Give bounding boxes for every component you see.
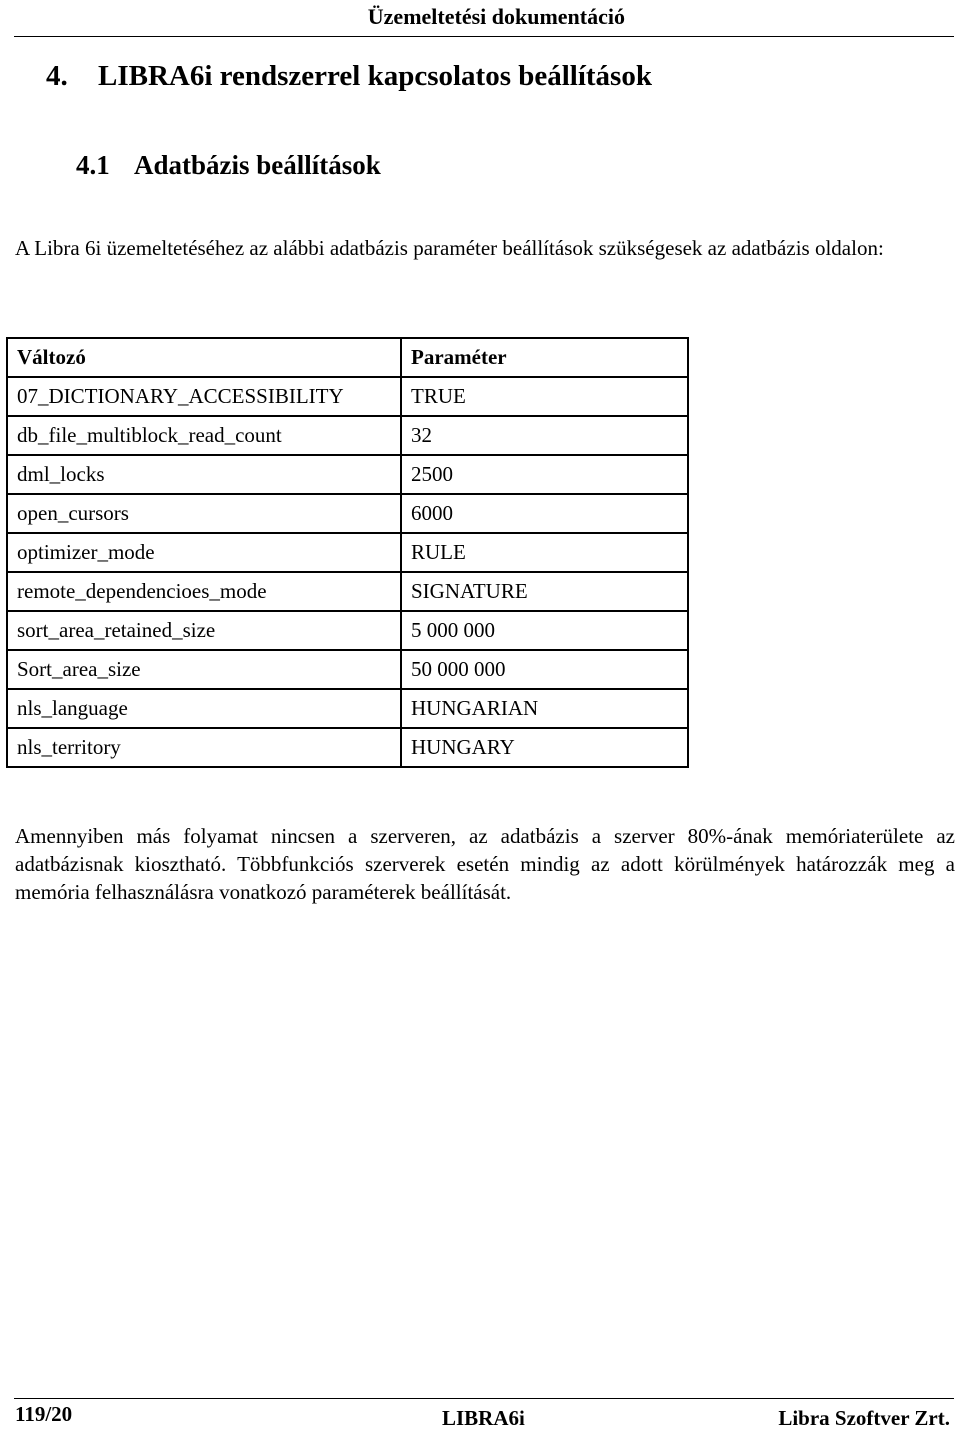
footer-page-number: 119/20 — [15, 1402, 73, 1426]
table-row — [7, 377, 688, 416]
cell-variable: remote_dependencioes_mode — [7, 572, 401, 611]
cell-variable: Sort_area_size — [7, 650, 401, 689]
section-number: 4.1 — [76, 150, 110, 180]
table-row — [7, 572, 688, 611]
table-row — [7, 728, 688, 767]
footer-company: Libra Szoftver Zrt. — [778, 1406, 950, 1430]
cell-parameter: 2500 — [401, 455, 688, 494]
table-row — [7, 533, 688, 572]
header-rule — [14, 36, 954, 37]
memory-paragraph: Amennyiben más folyamat nincsen a szerveren, az adatbázis a szerver 80%-ának memóriaterülete az adatbázisnak kiosztható. Többfunkciós szerverek esetén mindig az adott körülmények határozzák meg a memória felhasználásra vonatkozó paraméterek beállítását. — [15, 824, 955, 904]
cell-variable: db_file_multiblock_read_count — [7, 416, 401, 455]
cell-variable: dml_locks — [7, 455, 401, 494]
cell-parameter: 5 000 000 — [401, 611, 688, 650]
cell-variable: 07_DICTIONARY_ACCESSIBILITY — [7, 377, 401, 416]
cell-variable: nls_language — [7, 689, 401, 728]
table-body — [7, 377, 688, 767]
cell-parameter: HUNGARIAN — [401, 689, 688, 728]
footer-rule — [14, 1398, 954, 1399]
running-header: Üzemeltetési dokumentáció — [367, 4, 625, 29]
table-row — [7, 650, 688, 689]
table-row — [7, 611, 688, 650]
section-title-text: Adatbázis beállítások — [134, 150, 381, 180]
parameter-table — [6, 337, 689, 768]
column-header-variable: Változó — [7, 338, 401, 377]
chapter-title — [46, 60, 652, 93]
cell-parameter: RULE — [401, 533, 688, 572]
section-title — [76, 150, 381, 181]
cell-variable: optimizer_mode — [7, 533, 401, 572]
intro-paragraph: A Libra 6i üzemeltetéséhez az alábbi adatbázis paraméter beállítások szükségesek az adatbázis oldalon: — [15, 236, 884, 260]
cell-parameter: 6000 — [401, 494, 688, 533]
cell-variable: open_cursors — [7, 494, 401, 533]
cell-parameter: 32 — [401, 416, 688, 455]
table-header-row — [7, 338, 688, 377]
cell-variable: sort_area_retained_size — [7, 611, 401, 650]
cell-variable: nls_territory — [7, 728, 401, 767]
cell-parameter: 50 000 000 — [401, 650, 688, 689]
footer-product: LIBRA6i — [442, 1406, 525, 1430]
table-row — [7, 689, 688, 728]
column-header-parameter: Paraméter — [401, 338, 688, 377]
cell-parameter: HUNGARY — [401, 728, 688, 767]
table-row — [7, 455, 688, 494]
chapter-number: 4. — [46, 60, 68, 92]
table-row — [7, 416, 688, 455]
table-row — [7, 494, 688, 533]
cell-parameter: TRUE — [401, 377, 688, 416]
chapter-title-text: LIBRA6i rendszerrel kapcsolatos beállítások — [98, 60, 652, 92]
cell-parameter: SIGNATURE — [401, 572, 688, 611]
